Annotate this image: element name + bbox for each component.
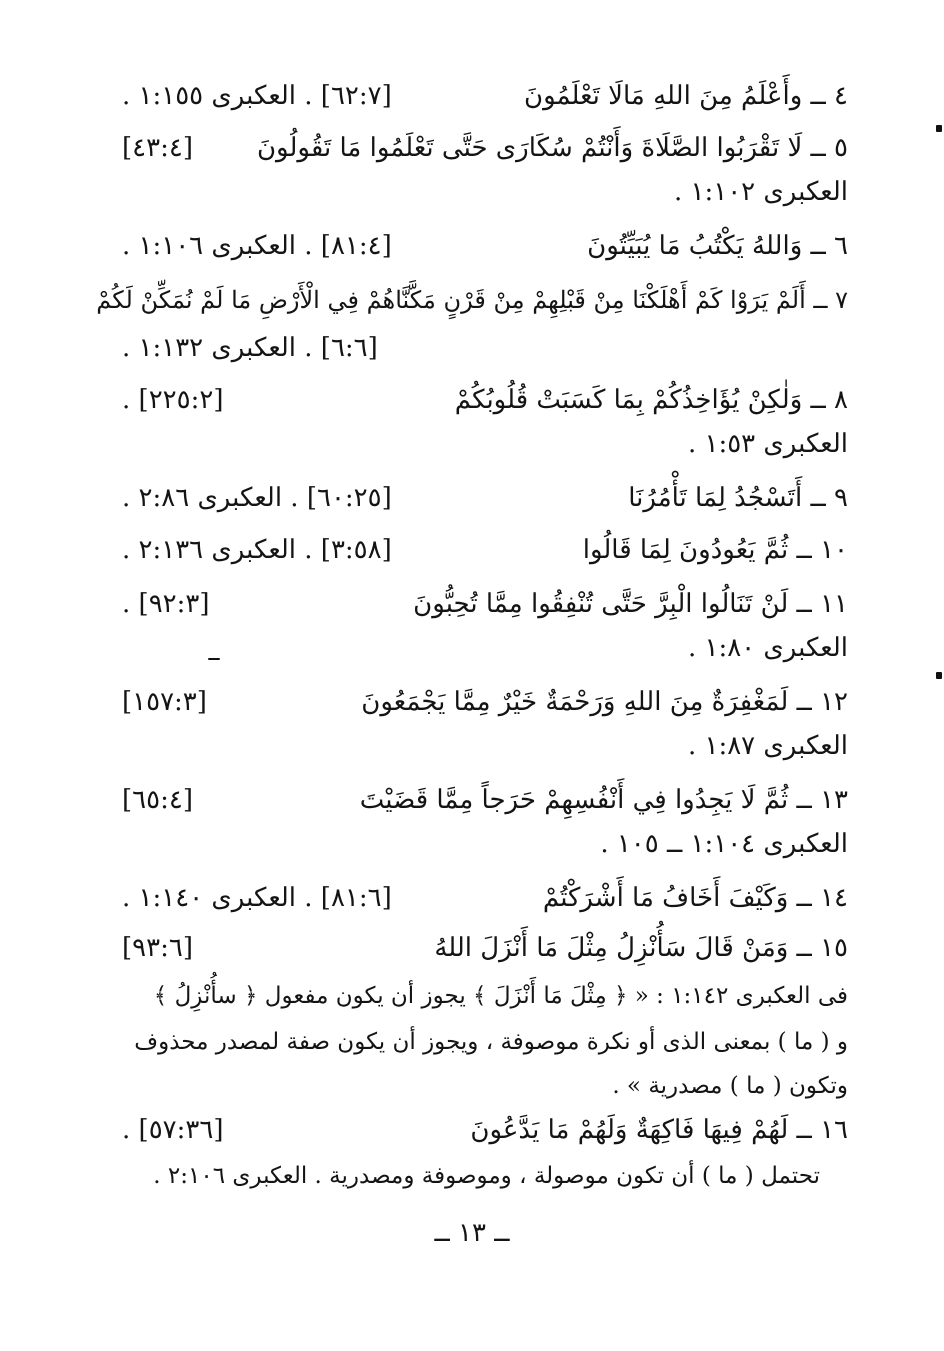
verse-6: ٦ ــ وَاللهُ يَكْتُبُ مَا يُبَيِّتُونَ bbox=[587, 231, 848, 261]
ref-8: [٢٢٥:٢] . bbox=[122, 385, 224, 415]
cont-11: العكبرى ١:٨٠ . bbox=[687, 633, 848, 663]
cont-12: العكبرى ١:٨٧ . bbox=[687, 731, 848, 761]
cont-5: العكبرى ١:١٠٢ . bbox=[673, 177, 848, 207]
ref-13: [٦٥:٤] bbox=[122, 785, 193, 815]
verse-5: ٥ ــ لَا تَقْرَبُوا الصَّلَاةَ وَأَنْتُمْ سُكَارَى حَتَّى تَعْلَمُوا مَا تَقُولُونَ bbox=[256, 133, 848, 163]
scan-mark bbox=[936, 125, 942, 132]
scan-mark bbox=[936, 672, 942, 679]
ref-10: [٣:٥٨] . العكبرى ٢:١٣٦ . bbox=[122, 535, 392, 565]
ref-15: [٩٣:٦] bbox=[122, 933, 193, 963]
ref-12: [١٥٧:٣] bbox=[122, 687, 207, 717]
verse-16: ١٦ ــ لَهُمْ فِيهَا فَاكِهَةٌ وَلَهُمْ مَا يَدَّعُونَ bbox=[470, 1115, 848, 1145]
verse-8: ٨ ــ وَلٰكِنْ يُؤَاخِذُكُمْ بِمَا كَسَبَتْ قُلُوبُكُمْ bbox=[454, 385, 848, 415]
ref-4: [٦٢:٧] . العكبرى ١:١٥٥ . bbox=[122, 81, 392, 111]
comment-15-line3: وتكون ( ما ) مصدرية » . bbox=[612, 1073, 848, 1099]
verse-9: ٩ ــ أَتَسْجُدُ لِمَا تَأْمُرُنَا bbox=[628, 483, 848, 513]
ref-7: [٦:٦] . العكبرى ١:١٣٢ . bbox=[122, 333, 378, 363]
verse-4: ٤ ــ وأَعْلَمُ مِنَ اللهِ مَالَا تَعْلَمُونَ bbox=[523, 81, 848, 111]
comment-15-line1: فى العكبرى ١:١٤٢ : « ﴿ مِثْلَ مَا أَنْزَلَ ﴾ يجوز أن يكون مفعول ﴿ سأُنْزِلُ ﴾ bbox=[153, 983, 848, 1009]
verse-14: ١٤ ــ وَكَيْفَ أَخَافُ مَا أَشْرَكْتُمْ bbox=[542, 883, 848, 913]
verse-15: ١٥ ــ وَمَنْ قَالَ سَأُنْزِلُ مِثْلَ مَا أَنْزَلَ اللهُ bbox=[434, 933, 848, 963]
verse-10: ١٠ ــ ثُمَّ يَعُودُونَ لِمَا قَالُوا bbox=[582, 535, 848, 565]
comment-16: تحتمل ( ما ) أن تكون موصولة ، وموصوفة ومصدرية . العكبرى ٢:١٠٦ . bbox=[153, 1163, 820, 1189]
ref-6: [٨١:٤] . العكبرى ١:١٠٦ . bbox=[122, 231, 392, 261]
verse-12: ١٢ ــ لَمَغْفِرَةٌ مِنَ اللهِ وَرَحْمَةٌ خَيْرٌ مِمَّا يَجْمَعُونَ bbox=[361, 687, 848, 717]
ref-16: [٥٧:٣٦] . bbox=[122, 1115, 224, 1145]
comment-15-line2: و ( ما ) بمعنى الذى أو نكرة موصوفة ، ويجوز أن يكون صفة لمصدر محذوف bbox=[134, 1029, 848, 1055]
page-number: ــ ١٣ ــ bbox=[434, 1218, 510, 1248]
ref-14: [٨١:٦] . العكبرى ١:١٤٠ . bbox=[122, 883, 392, 913]
ref-11: [٩٢:٣] . bbox=[122, 589, 210, 619]
verse-7: ٧ ــ أَلَمْ يَرَوْا كَمْ أَهْلَكْنَا مِنْ قَبْلِهِمْ مِنْ قَرْنٍ مَكَّنَّاهُمْ فِي الْأَرْضِ مَا لَمْ نُمَكِّنْ لَكُمْ bbox=[96, 286, 848, 314]
ref-9: [٦٠:٢٥] . العكبرى ٢:٨٦ . bbox=[122, 483, 392, 513]
cont-8: العكبرى ١:٥٣ . bbox=[687, 429, 848, 459]
verse-13: ١٣ ــ ثُمَّ لَا يَجِدُوا فِي أَنْفُسِهِمْ حَرَجاً مِمَّا قَضَيْتَ bbox=[359, 785, 848, 815]
ref-5: [٤٣:٤] bbox=[122, 133, 193, 163]
scan-speck bbox=[208, 658, 220, 660]
cont-13: العكبرى ١:١٠٤ ــ ١٠٥ . bbox=[600, 829, 848, 859]
verse-11: ١١ ــ لَنْ تَنَالُوا الْبِرَّ حَتَّى تُنْفِقُوا مِمَّا تُحِبُّونَ bbox=[413, 589, 848, 619]
